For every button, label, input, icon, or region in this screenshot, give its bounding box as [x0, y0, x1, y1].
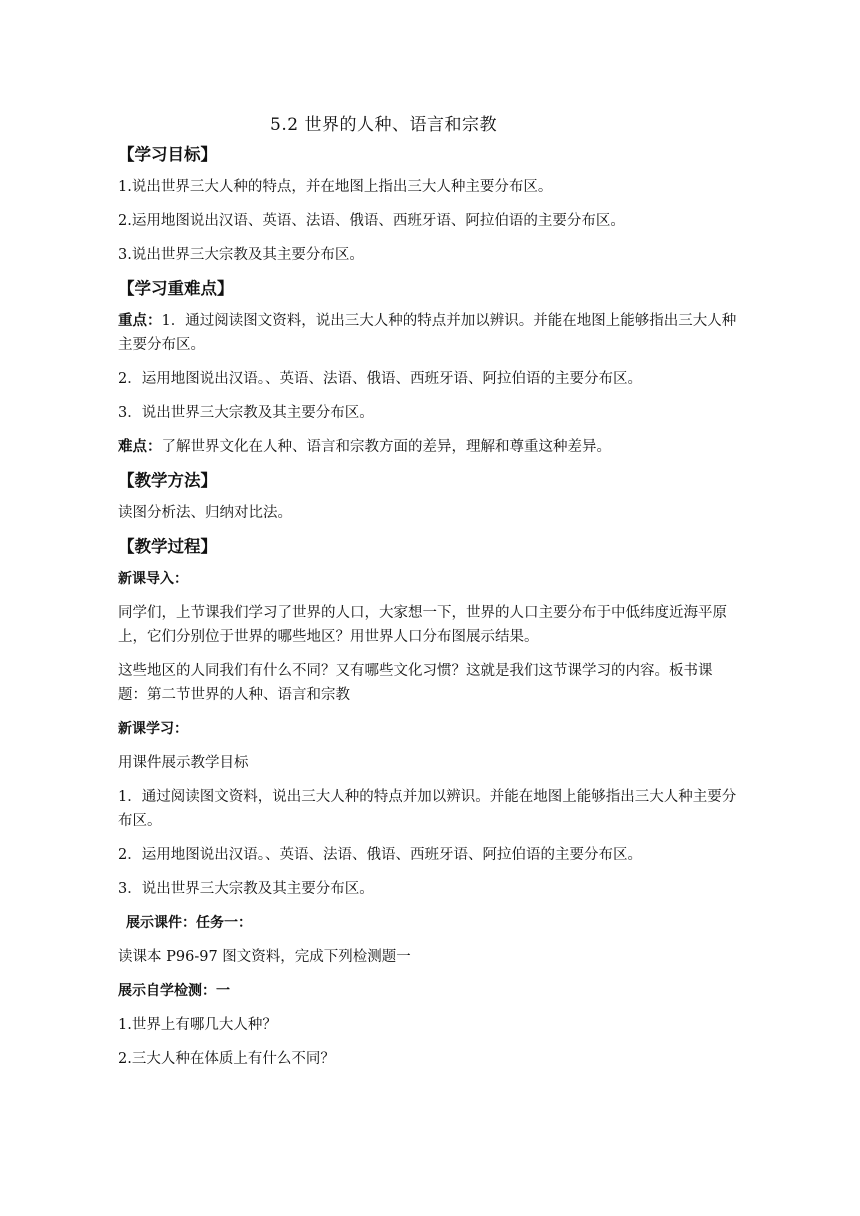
question-item: 1.世界上有哪几大人种？ [118, 1017, 277, 1033]
key-label: 重点： [118, 313, 162, 329]
key-points-heading: 【学习重难点】 [118, 279, 234, 298]
document-body [118, 143, 738, 1081]
method-text: 读图分析法、归纳对比法。 [118, 505, 292, 521]
question-item: 2.三大人种在体质上有什么不同？ [118, 1051, 335, 1067]
difficulty-text: 了解世界文化在人种、语言和宗教方面的差异，理解和尊重这种差异。 [161, 439, 611, 455]
learning-item: 3．说出世界三大宗教及其主要分布区。 [118, 881, 374, 897]
key-point-item: 3．说出世界三大宗教及其主要分布区。 [118, 405, 374, 421]
intro-label: 新课导入： [118, 571, 188, 587]
objective-item: 3.说出世界三大宗教及其主要分布区。 [118, 247, 364, 263]
objectives-heading: 【学习目标】 [118, 145, 217, 164]
process-heading: 【教学过程】 [118, 537, 217, 556]
difficulty-label: 难点： [118, 439, 162, 455]
learning-item: 2．运用地图说出汉语。、英语、法语、俄语、西班牙语、阿拉伯语的主要分布区。 [118, 847, 642, 863]
intro-paragraph: 这些地区的人同我们有什么不同？又有哪些文化习惯？这就是我们这节课学习的内容。板书课题：第二节世界的人种、语言和宗教 [118, 663, 713, 703]
difficulty-item [118, 435, 738, 459]
key-point-item: 2．运用地图说出汉语。、英语、法语、俄语、西班牙语、阿拉伯语的主要分布区。 [118, 371, 642, 387]
task-text: 读课本 P96-97 图文资料，完成下列检测题一 [118, 949, 411, 965]
document-title: 5.2 世界的人种、语言和宗教 [270, 115, 497, 135]
learning-intro: 用课件展示教学目标 [118, 755, 249, 771]
learning-label: 新课学习： [118, 721, 188, 737]
selfcheck-label: 展示自学检测：一 [118, 983, 230, 999]
learning-item: 1．通过阅读图文资料，说出三大人种的特点并加以辨识。并能在地图上能够指出三大人种主要分布区。 [118, 789, 737, 829]
task-label: 展示课件：任务一： [126, 915, 252, 931]
objective-item: 1.说出世界三大人种的特点，并在地图上指出三大人种主要分布区。 [118, 179, 553, 195]
key-point-item [118, 309, 738, 357]
key-point-text: 1．通过阅读图文资料，说出三大人种的特点并加以辨识。并能在地图上能够指出三大人种主要分布区。 [118, 313, 737, 353]
intro-paragraph: 同学们，上节课我们学习了世界的人口，大家想一下，世界的人口主要分布于中低纬度近海平原上，它们分别位于世界的哪些地区？用世界人口分布图展示结果。 [118, 605, 727, 645]
objective-item: 2.运用地图说出汉语、英语、法语、俄语、西班牙语、阿拉伯语的主要分布区。 [118, 213, 625, 229]
method-heading: 【教学方法】 [118, 471, 217, 490]
